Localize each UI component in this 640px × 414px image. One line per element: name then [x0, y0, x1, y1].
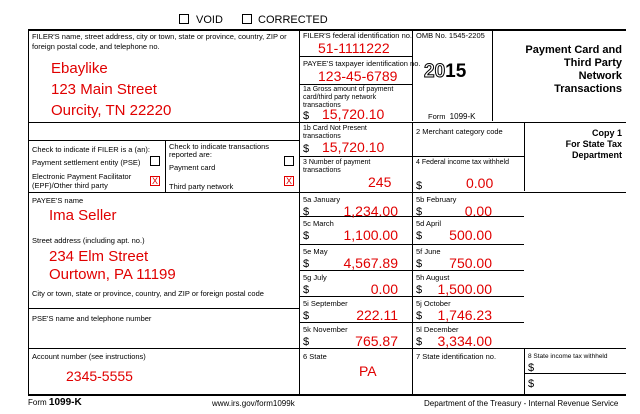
- filer-name: Ebaylike: [51, 60, 108, 77]
- divider-copy: [524, 123, 525, 191]
- box7-label: 7 State identification no.: [416, 352, 497, 361]
- filer-is-label: Check to indicate if FILER is a (an):: [32, 145, 150, 154]
- account-number: 2345-5555: [66, 368, 133, 384]
- epf-label: Electronic Payment Facilitator (EPF)/Other third party: [32, 172, 132, 190]
- box3-label: 3 Number of payment transactions: [303, 159, 371, 174]
- month-label: 5d April: [416, 219, 442, 228]
- corrected-label: CORRECTED: [258, 14, 328, 26]
- month-value: 4,567.89: [343, 255, 398, 271]
- month-label: 5f June: [416, 247, 441, 256]
- filer-label: FILER'S name, street address, city or town, state or province, country, ZIP or foreign postal code, and telephone no.: [32, 32, 287, 51]
- line-filer-bottom: [28, 140, 299, 141]
- filer-fin-label: FILER'S federal identification no.: [303, 31, 412, 40]
- box6-label: 6 State: [303, 352, 327, 361]
- title-line4: Transactions: [554, 83, 622, 95]
- month-label: 5l December: [416, 325, 459, 334]
- box1a-dollar: $: [303, 110, 310, 122]
- title-line3: Network: [578, 70, 622, 82]
- payee-city-label: City or town, state or province, country, and ZIP or foreign postal code: [32, 289, 264, 298]
- month-value: 1,746.23: [437, 307, 492, 323]
- box6-value: PA: [359, 363, 377, 379]
- payment-card-checkbox[interactable]: [284, 156, 294, 166]
- box8-dollar1: $: [528, 362, 535, 374]
- form-year-prefix: 20: [424, 61, 446, 82]
- pse-label: Payment settlement entity (PSE): [32, 158, 141, 167]
- payment-card-label: Payment card: [169, 163, 216, 172]
- line-row2: [28, 192, 626, 193]
- box4-dollar: $: [416, 180, 423, 192]
- epf-checkbox[interactable]: X: [151, 176, 158, 186]
- month-value: 750.00: [449, 255, 492, 271]
- month-value: 222.11: [356, 307, 398, 323]
- payee-name-label: PAYEE'S name: [32, 196, 84, 205]
- box4-value: 0.00: [466, 175, 494, 191]
- line-payee-city: [28, 308, 299, 309]
- footer-form: [28, 398, 82, 407]
- month-value: 1,234.00: [343, 203, 398, 219]
- omb-form-name: 1099-K: [449, 112, 476, 121]
- third-party-label: Third party network: [169, 182, 234, 191]
- footer-url[interactable]: www.irs.gov/form1099k: [212, 399, 295, 408]
- box1b-dollar: $: [303, 143, 310, 155]
- filer-city: Ourcity, TN 22220: [51, 102, 172, 119]
- txn-type-label: Check to indicate transactions reported are:: [169, 142, 270, 159]
- month-label: 5k November: [303, 325, 348, 334]
- box1b-value: 15,720.10: [322, 139, 385, 155]
- void-label: VOID: [196, 14, 223, 26]
- line-box8-mid: [524, 373, 626, 374]
- month-label: 5j October: [416, 299, 451, 308]
- divider-col3: [412, 123, 413, 395]
- divider-omb: [412, 29, 413, 121]
- divider-box8: [524, 348, 525, 395]
- payee-name: Ima Seller: [49, 207, 117, 224]
- month-value: 3,334.00: [437, 333, 492, 349]
- box3-value: 245: [368, 174, 392, 190]
- payee-street: 234 Elm Street: [49, 248, 149, 265]
- month-dollar: $: [416, 206, 423, 218]
- month-value: 1,500.00: [437, 281, 492, 297]
- corrected-checkbox[interactable]: [242, 14, 252, 24]
- footer-form-word: Form: [28, 398, 47, 407]
- box1a-label: 1a Gross amount of payment card/third party network transactions: [303, 86, 394, 109]
- line-fin: [299, 56, 412, 57]
- filer-street: 123 Main Street: [51, 81, 157, 98]
- title-line1: Payment Card and: [525, 44, 622, 56]
- omb-label: OMB No. 1545-2205: [416, 31, 485, 40]
- month-dollar: $: [303, 310, 310, 322]
- omb-form-label: [428, 112, 475, 121]
- month-value: 0.00: [464, 203, 492, 219]
- box8-dollar2: $: [528, 378, 535, 390]
- box8-label: 8 State income tax withheld: [528, 353, 608, 360]
- copy-line2: For State Tax: [565, 139, 622, 149]
- month-label: 5b February: [416, 195, 457, 204]
- third-party-checkbox[interactable]: X: [285, 176, 292, 186]
- copy-line3: Department: [571, 150, 622, 160]
- payee-city: Ourtown, PA 11199: [49, 266, 176, 283]
- pse-checkbox[interactable]: [150, 156, 160, 166]
- divider-title: [492, 29, 493, 121]
- month-dollar: $: [303, 258, 310, 270]
- title-line2: Third Party: [563, 57, 622, 69]
- month-dollar: $: [303, 230, 310, 242]
- line-row3: [28, 348, 626, 349]
- line-1b: [299, 156, 524, 157]
- void-checkbox[interactable]: [179, 14, 189, 24]
- month-label: 5c March: [303, 219, 334, 228]
- line-tin: [299, 84, 412, 85]
- footer-dept: Department of the Treasury - Internal Revenue Service: [424, 399, 619, 408]
- form-bottom-border: [28, 394, 626, 396]
- box1b-label: 1b Card Not Present transactions: [303, 125, 367, 140]
- month-label: 5e May: [303, 247, 328, 256]
- month-dollar: $: [416, 284, 423, 296]
- form-left-border: [28, 29, 29, 395]
- payee-street-label: Street address (including apt. no.): [32, 236, 145, 245]
- month-dollar: $: [303, 336, 310, 348]
- copy-line1: Copy 1: [591, 128, 622, 138]
- form-year: [424, 62, 466, 82]
- month-dollar: $: [416, 336, 423, 348]
- form-year-suffix: 15: [445, 61, 467, 82]
- omb-form-word: Form: [428, 112, 446, 121]
- pse-name-label: PSE'S name and telephone number: [32, 314, 152, 323]
- month-value: 500.00: [449, 227, 492, 243]
- divider-check: [165, 140, 166, 192]
- month-label: 5h August: [416, 273, 450, 282]
- footer-form-name: 1099-K: [48, 397, 82, 408]
- account-label: Account number (see instructions): [32, 352, 146, 361]
- month-value: 1,100.00: [343, 227, 398, 243]
- month-dollar: $: [416, 310, 423, 322]
- month-label: 5g July: [303, 273, 327, 282]
- month-value: 0.00: [370, 281, 398, 297]
- filer-fin-value: 51-1111222: [318, 40, 390, 56]
- payee-tin-label: PAYEE'S taxpayer identification no.: [303, 59, 421, 68]
- form-title: [494, 44, 622, 96]
- box2-label: 2 Merchant category code: [416, 127, 503, 136]
- month-dollar: $: [303, 206, 310, 218]
- payee-tin-value: 123-45-6789: [318, 68, 398, 84]
- month-label: 5i September: [303, 299, 348, 308]
- box4-label: 4 Federal income tax withheld: [416, 159, 509, 166]
- line-row1: [28, 122, 626, 123]
- line-5cd: [299, 244, 524, 245]
- month-dollar: $: [416, 230, 423, 242]
- copy-block: [526, 128, 622, 161]
- month-dollar: $: [303, 284, 310, 296]
- box1a-value: 15,720.10: [322, 106, 385, 122]
- month-value: 765.87: [355, 333, 398, 349]
- month-label: 5a January: [303, 195, 341, 204]
- month-dollar: $: [416, 258, 423, 270]
